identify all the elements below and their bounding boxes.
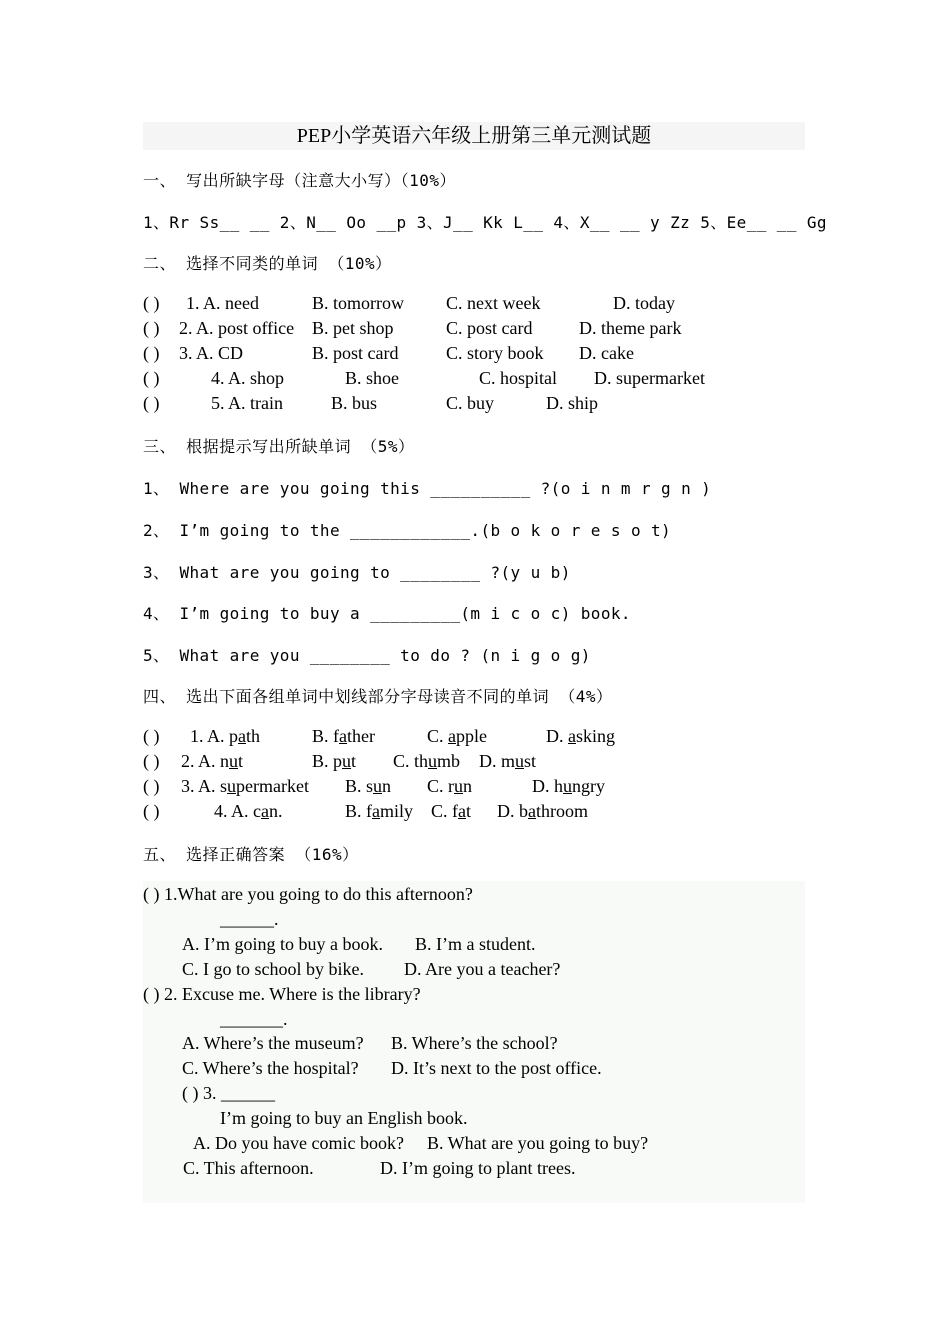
option-b: B. put: [312, 751, 357, 771]
option-b: B. father: [312, 726, 375, 746]
option-a: 4. A. can.: [214, 801, 283, 821]
option-c: C. run: [427, 776, 472, 796]
option-b: B. tomorrow: [312, 293, 404, 313]
option-d: D. ship: [546, 393, 599, 413]
q1-option-d: D. Are you a teacher?: [404, 959, 561, 979]
option-d: D. bathroom: [497, 801, 588, 821]
q2-stem: ( ) 2. Excuse me. Where is the library?: [143, 984, 421, 1004]
option-d: D. hungry: [532, 776, 605, 796]
option-b: B. family: [345, 801, 414, 821]
answer-paren[interactable]: ( ): [143, 343, 160, 363]
option-a: 1. A. path: [190, 726, 261, 746]
section-1-heading: 一、 写出所缺字母（注意大小写）（10%）: [143, 171, 457, 190]
option-d: D. cake: [579, 343, 634, 363]
q1-answer-blank[interactable]: ______.: [220, 909, 279, 929]
s3-item: 4、 I’m going to buy a _________(m i c o c) book.: [143, 604, 631, 623]
answer-paren[interactable]: ( ): [143, 318, 160, 338]
option-d: D. asking: [546, 726, 616, 746]
answer-paren[interactable]: ( ): [143, 393, 160, 413]
option-a: 1. A. need: [186, 293, 259, 313]
s3-item: 3、 What are you going to ________ ?(y u b): [143, 563, 571, 582]
option-c: C. fat: [431, 801, 472, 821]
option-c: C. apple: [427, 726, 488, 746]
answer-paren[interactable]: ( ): [143, 801, 160, 821]
s3-item: 1、 Where are you going this __________ ?(o i n m r g n ): [143, 479, 712, 498]
option-a: 5. A. train: [211, 393, 283, 413]
option-a: 3. A. CD: [179, 343, 244, 363]
option-c: C. story book: [446, 343, 544, 363]
section-5-heading: 五、 选择正确答案 （16%）: [143, 845, 359, 864]
q2-answer-blank[interactable]: _______.: [220, 1009, 288, 1029]
option-c: C. buy: [446, 393, 495, 413]
q3-option-c: C. This afternoon.: [183, 1158, 314, 1178]
q3-option-a: A. Do you have comic book?: [193, 1133, 404, 1153]
option-c: C. next week: [446, 293, 541, 313]
q2-option-a: A. Where’s the museum?: [182, 1033, 364, 1053]
option-c: C. hospital: [479, 368, 558, 388]
q3-option-b: B. What are you going to buy?: [427, 1133, 649, 1153]
option-c: C. thumb: [393, 751, 461, 771]
q1-option-c: C. I go to school by bike.: [182, 959, 364, 979]
option-a: 2. A. nut: [181, 751, 244, 771]
option-b: B. pet shop: [312, 318, 394, 338]
answer-paren[interactable]: ( ): [143, 726, 160, 746]
option-a: 3. A. supermarket: [181, 776, 309, 796]
s3-item: 5、 What are you ________ to do ? (n i g o g): [143, 646, 591, 665]
option-b: B. shoe: [345, 368, 399, 388]
option-d: D. today: [613, 293, 675, 313]
option-b: B. sun: [345, 776, 392, 796]
answer-paren[interactable]: ( ): [143, 751, 160, 771]
option-a: 2. A. post office: [179, 318, 295, 338]
option-d: D. theme park: [579, 318, 682, 338]
answer-paren[interactable]: ( ): [143, 368, 160, 388]
option-d: D. must: [479, 751, 537, 771]
q3-option-d: D. I’m going to plant trees.: [380, 1158, 576, 1178]
q2-option-c: C. Where’s the hospital?: [182, 1058, 359, 1078]
option-a: 4. A. shop: [211, 368, 285, 388]
option-d: D. supermarket: [594, 368, 705, 388]
q2-option-b: B. Where’s the school?: [391, 1033, 558, 1053]
section-3-heading: 三、 根据提示写出所缺单词 （5%）: [143, 437, 415, 456]
section-1-content: 1、Rr Ss__ __ 2、N__ Oo __p 3、J__ Kk L__ 4、X__ __ y Zz 5、Ee__ __ Gg: [143, 213, 827, 232]
option-b: B. post card: [312, 343, 399, 363]
s3-item: 2、 I’m going to the ____________.(b o k o r e s o t): [143, 521, 672, 540]
answer-paren[interactable]: ( ): [143, 293, 160, 313]
option-b: B. bus: [331, 393, 378, 413]
page-title: PEP小学英语六年级上册第三单元测试题: [143, 122, 805, 150]
q3-answer-line: I’m going to buy an English book.: [220, 1108, 468, 1128]
section-2-heading: 二、 选择不同类的单词 （10%）: [143, 254, 392, 273]
q1-stem: ( ) 1.What are you going to do this afternoon?: [143, 884, 473, 904]
q1-option-b: B. I’m a student.: [415, 934, 536, 954]
section-4-heading: 四、 选出下面各组单词中划线部分字母读音不同的单词 （4%）: [143, 687, 613, 706]
q1-option-a: A. I’m going to buy a book.: [182, 934, 383, 954]
option-c: C. post card: [446, 318, 533, 338]
answer-paren[interactable]: ( ): [143, 776, 160, 796]
q2-option-d: D. It’s next to the post office.: [391, 1058, 602, 1078]
q3-stem: ( ) 3. ______: [182, 1083, 275, 1103]
